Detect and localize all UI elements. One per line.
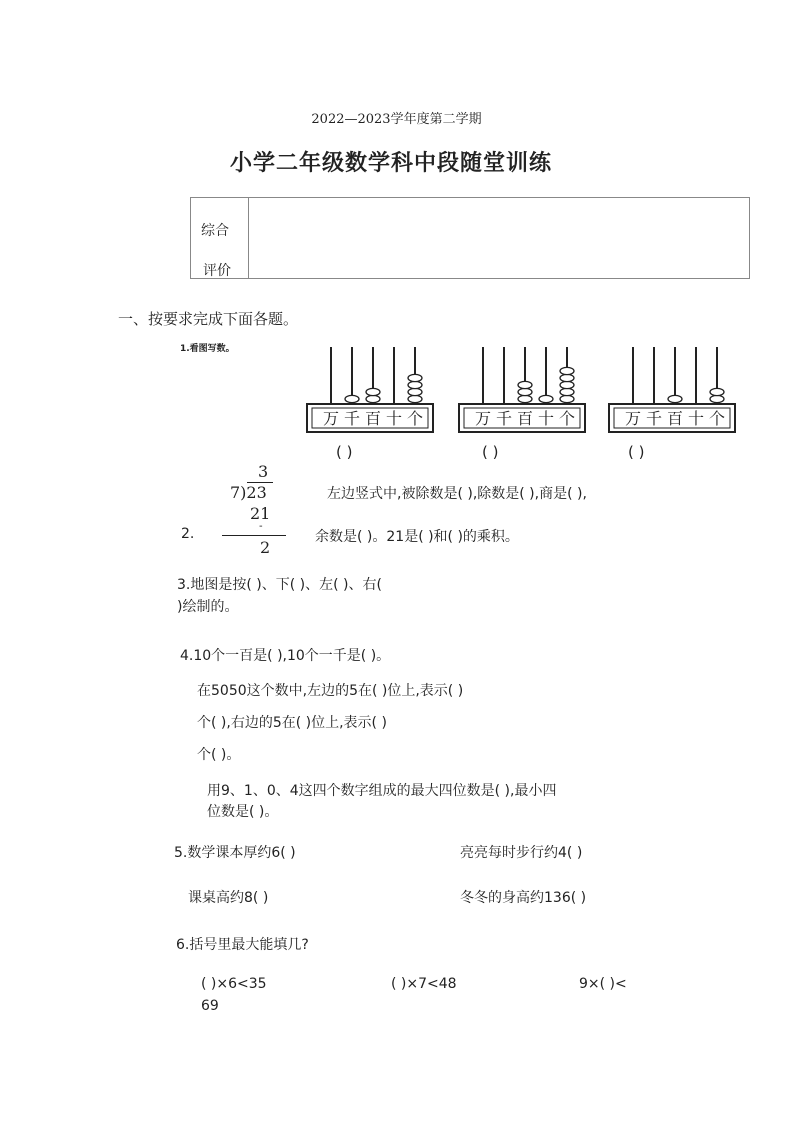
q5-d: 冬冬的身高约136( )	[460, 890, 587, 906]
abacus-bead	[668, 395, 682, 402]
abacus-bead	[518, 381, 532, 388]
abacus-place-label: 千	[645, 409, 663, 428]
abacus-bead	[710, 395, 724, 402]
q1-answer-blank-3: ( )	[628, 443, 645, 461]
q2-subtraction-line	[222, 535, 286, 536]
q2-minus-sign: -	[259, 521, 263, 532]
q2-product: 21	[250, 504, 271, 523]
abacus-bead	[408, 381, 422, 388]
q6-title: 6.括号里最大能填几?	[176, 937, 309, 953]
abacus-1-svg	[305, 345, 435, 437]
q2-number: 2.	[181, 526, 195, 542]
abacus-bead	[539, 395, 553, 402]
q6-b: ( )×7<48	[391, 976, 457, 992]
q6-a: ( )×6<35	[201, 976, 267, 992]
q2-divisor-dividend: 7)23	[230, 483, 267, 502]
q2-quotient: 3	[258, 462, 269, 481]
abacus-bead	[366, 395, 380, 402]
abacus-place-label: 百	[516, 409, 534, 428]
q4-line4: 个( )。	[197, 747, 241, 763]
abacus-place-label: 万	[474, 409, 492, 428]
abacus-place-label: 千	[343, 409, 361, 428]
evaluation-label-line1: 综合	[201, 223, 229, 239]
abacus-place-label: 个	[558, 409, 576, 428]
abacus-bead	[710, 388, 724, 395]
abacus-bead	[560, 381, 574, 388]
abacus-bead	[408, 374, 422, 381]
abacus-1	[305, 345, 435, 441]
abacus-bead	[560, 367, 574, 374]
q5-c: 课桌高约8( )	[188, 890, 269, 906]
abacus-bead	[345, 395, 359, 402]
q5-a: 5.数学课本厚约6( )	[174, 845, 296, 861]
abacus-place-label: 十	[537, 409, 555, 428]
abacus-bead	[560, 388, 574, 395]
abacus-2	[457, 345, 587, 441]
abacus-place-label: 十	[687, 409, 705, 428]
abacus-place-label: 十	[385, 409, 403, 428]
abacus-bead	[560, 374, 574, 381]
evaluation-table	[190, 197, 750, 279]
q4-line3: 个( ),右边的5在( )位上,表示( )	[197, 715, 387, 731]
abacus-3	[607, 345, 737, 441]
q4-line5: 用9、1、0、4这四个数字组成的最大四位数是( ),最小四	[207, 783, 557, 799]
abacus-place-label: 个	[708, 409, 726, 428]
abacus-place-label: 万	[322, 409, 340, 428]
q2-line2: 余数是( )。21是( )和( )的乘积。	[315, 529, 519, 545]
abacus-place-label: 万	[624, 409, 642, 428]
abacus-place-label: 千	[495, 409, 513, 428]
q3-line2: )绘制的。	[177, 599, 239, 615]
evaluation-label-line2: 评价	[203, 263, 231, 279]
q2-line1: 左边竖式中,被除数是( ),除数是( ),商是( ),	[327, 486, 587, 502]
q1-label: 1.看图写数。	[180, 344, 235, 354]
term-subtitle: 2022—2023学年度第二学期	[311, 112, 482, 127]
q4-line1: 4.10个一百是( ),10个一千是( )。	[180, 648, 391, 664]
section-title: 一、按要求完成下面各题。	[118, 310, 299, 328]
q3-line1: 3.地图是按( )、下( )、左( )、右(	[177, 577, 382, 593]
q2-remainder: 2	[260, 538, 271, 557]
abacus-bead	[408, 395, 422, 402]
q1-answer-blank-2: ( )	[482, 443, 499, 461]
evaluation-label-cell	[191, 198, 249, 278]
abacus-place-label: 百	[666, 409, 684, 428]
abacus-2-svg	[457, 345, 587, 437]
abacus-3-svg	[607, 345, 737, 437]
abacus-place-label: 百	[364, 409, 382, 428]
abacus-bead	[560, 395, 574, 402]
q4-line2: 在5050这个数中,左边的5在( )位上,表示( )	[197, 683, 464, 699]
q4-line6: 位数是( )。	[207, 804, 279, 820]
abacus-bead	[518, 395, 532, 402]
page-title: 小学二年级数学科中段随堂训练	[230, 151, 553, 176]
q5-b: 亮亮每时步行约4( )	[460, 845, 583, 861]
abacus-place-label: 个	[406, 409, 424, 428]
abacus-bead	[408, 388, 422, 395]
q6-c-continued: 69	[201, 998, 219, 1014]
abacus-bead	[366, 388, 380, 395]
q6-c: 9×( )<	[579, 976, 627, 992]
q1-answer-blank-1: ( )	[336, 443, 353, 461]
abacus-bead	[518, 388, 532, 395]
